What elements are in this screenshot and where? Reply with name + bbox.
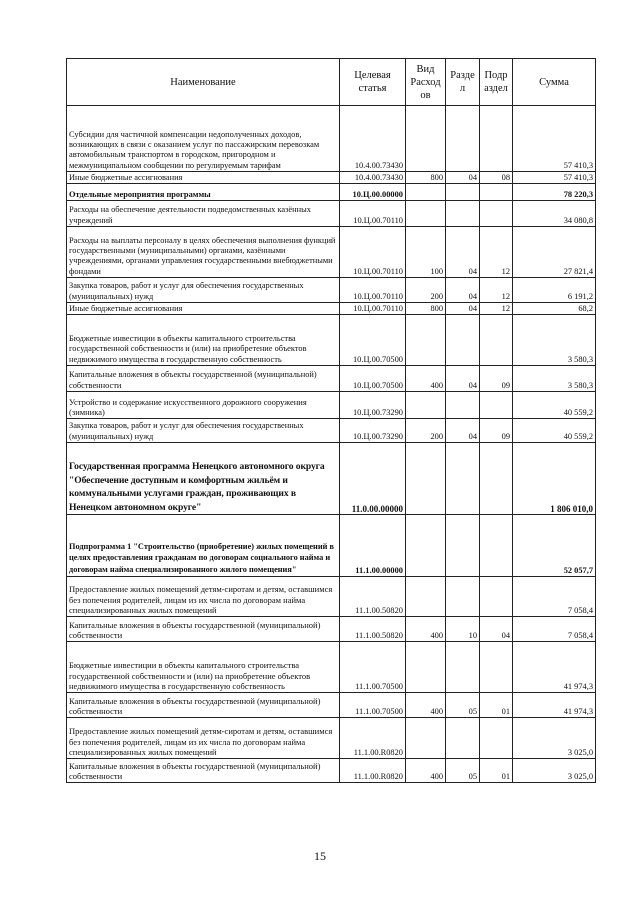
row-sum: 7 058,4 [513,617,596,642]
row-subsection [480,443,513,515]
table-row [67,201,596,227]
row-subsection [480,515,513,577]
row-section: 04 [446,419,480,443]
row-subsection: 01 [480,693,513,718]
row-type: 800 [406,172,446,184]
row-type: 400 [406,617,446,642]
table-row [67,366,596,392]
row-type: 400 [406,366,446,392]
row-target: 10.4.00.73430 [340,106,406,172]
row-target: 10.Ц.00.70110 [340,227,406,278]
row-sum: 1 806 010,0 [513,443,596,515]
row-type: 800 [406,303,446,315]
row-subsection: 08 [480,172,513,184]
row-sum: 3 580,3 [513,315,596,366]
row-subsection [480,184,513,201]
table-row [67,227,596,278]
budget-table [66,58,596,783]
row-target: 10.Ц.00.70110 [340,278,406,303]
row-type: 100 [406,227,446,278]
header-sum: Сумма [513,59,596,106]
table-row [67,443,596,515]
row-section [446,315,480,366]
row-type [406,201,446,227]
row-type [406,315,446,366]
row-subsection [480,642,513,693]
row-sum: 57 410,3 [513,172,596,184]
row-sum: 57 410,3 [513,106,596,172]
row-section [446,106,480,172]
row-section [446,392,480,419]
row-section: 04 [446,278,480,303]
table-row [67,759,596,783]
row-name: Государственная программа Ненецкого автономного округа "Обеспечение доступным и комфортным жильём и коммунальными услугами граждан, проживающих в Ненецком автономном округе" [67,443,340,515]
header-subsection: Подр аздел [480,59,513,106]
header-section: Разде л [446,59,480,106]
table-row [67,642,596,693]
row-section [446,201,480,227]
row-sum: 7 058,4 [513,577,596,617]
table-row [67,693,596,718]
row-section [446,718,480,759]
row-type [406,577,446,617]
row-section: 04 [446,303,480,315]
row-sum: 41 974,3 [513,693,596,718]
table-body [67,106,596,783]
row-section: 04 [446,172,480,184]
table-row [67,419,596,443]
table-row [67,315,596,366]
row-subsection [480,201,513,227]
page-number: 15 [314,849,326,863]
row-subsection [480,106,513,172]
row-subsection: 12 [480,227,513,278]
row-sum: 6 191,2 [513,278,596,303]
row-subsection: 12 [480,303,513,315]
header-type: Вид Расход ов [406,59,446,106]
row-type [406,515,446,577]
table-header-row [67,59,596,106]
row-name: Капитальные вложения в объекты государственной (муниципальной) собственности [67,759,340,783]
row-target: 11.1.00.R0820 [340,759,406,783]
row-section: 04 [446,366,480,392]
row-target: 11.0.00.00000 [340,443,406,515]
row-section: 05 [446,693,480,718]
row-target: 10.Ц.00.70110 [340,303,406,315]
row-sum: 68,2 [513,303,596,315]
row-sum: 41 974,3 [513,642,596,693]
row-target: 10.Ц.00.70500 [340,315,406,366]
row-name: Иные бюджетные ассигнования [67,172,340,184]
row-name: Капитальные вложения в объекты государственной (муниципальной) собственности [67,366,340,392]
row-target: 10.Ц.00.00000 [340,184,406,201]
row-name: Иные бюджетные ассигнования [67,303,340,315]
row-type: 200 [406,419,446,443]
row-type: 200 [406,278,446,303]
row-type: 400 [406,759,446,783]
row-sum: 3 580,3 [513,366,596,392]
row-target: 11.1.00.70500 [340,693,406,718]
row-type [406,718,446,759]
row-target: 11.1.00.70500 [340,642,406,693]
row-section [446,577,480,617]
row-name: Расходы на обеспечение деятельности подведомственных казённых учреждений [67,201,340,227]
row-name: Подпрограмма 1 "Строительство (приобретение) жилых помещений в целях предоставления гражданам по договорам социального найма и договорам найма специализированного жилого помещения" [67,515,340,577]
row-section: 05 [446,759,480,783]
row-section [446,443,480,515]
row-subsection [480,392,513,419]
row-section [446,515,480,577]
row-sum: 3 025,0 [513,718,596,759]
row-name: Отдельные мероприятия программы [67,184,340,201]
row-subsection: 01 [480,759,513,783]
table-row [67,184,596,201]
header-target: Целевая статья [340,59,406,106]
row-sum: 78 220,3 [513,184,596,201]
row-name: Закупка товаров, работ и услуг для обеспечения государственных (муниципальных) нужд [67,419,340,443]
row-subsection: 09 [480,366,513,392]
row-subsection: 09 [480,419,513,443]
row-name: Бюджетные инвестиции в объекты капитального строительства государственной собственности и (или) на приобретение объектов недвижимого имущества в государственную собственность [67,315,340,366]
row-target: 10.Ц.00.70110 [340,201,406,227]
table-row [67,303,596,315]
row-target: 10.Ц.00.73290 [340,419,406,443]
row-target: 10.4.00.73430 [340,172,406,184]
table-row [67,172,596,184]
row-section [446,184,480,201]
row-sum: 34 080,8 [513,201,596,227]
row-name: Капитальные вложения в объекты государственной (муниципальной) собственности [67,617,340,642]
row-target: 10.Ц.00.73290 [340,392,406,419]
row-subsection: 04 [480,617,513,642]
row-target: 10.Ц.00.70500 [340,366,406,392]
row-type [406,392,446,419]
row-section: 10 [446,617,480,642]
row-type [406,184,446,201]
row-name: Предоставление жилых помещений детям-сиротам и детям, оставшимся без попечения родителей, лицам из их числа по договорам найма специализированных жилых помещений [67,577,340,617]
row-target: 11.1.00.50820 [340,577,406,617]
table-row [67,718,596,759]
row-subsection [480,718,513,759]
table-row [67,617,596,642]
row-name: Устройство и содержание искусственного дорожного сооружения (зимника) [67,392,340,419]
table-row [67,106,596,172]
row-type [406,443,446,515]
table-row [67,515,596,577]
row-name: Субсидии для частичной компенсации недополученных доходов, возникающих в связи с оказанием услуг по пассажирским перевозкам автомобильным транспортом в городском, пригородном и межмуниципальном сообщении по регулируемым тарифам [67,106,340,172]
row-type [406,642,446,693]
row-name: Предоставление жилых помещений детям-сиротам и детям, оставшимся без попечения родителей, лицам из их числа по договорам найма специализированных жилых помещений [67,718,340,759]
row-subsection [480,315,513,366]
row-section: 04 [446,227,480,278]
row-sum: 27 821,4 [513,227,596,278]
row-sum: 3 025,0 [513,759,596,783]
table-row [67,392,596,419]
row-target: 11.1.00.00000 [340,515,406,577]
row-sum: 40 559,2 [513,392,596,419]
row-target: 11.1.00.50820 [340,617,406,642]
row-target: 11.1.00.R0820 [340,718,406,759]
row-sum: 40 559,2 [513,419,596,443]
table-row [67,278,596,303]
header-name: Наименование [67,59,340,106]
row-name: Расходы на выплаты персоналу в целях обеспечения выполнения функций государственными (муниципальными) органами, казёнными учреждениями, органами управления государственными внебюджетными фондами [67,227,340,278]
row-sum: 52 057,7 [513,515,596,577]
row-type: 400 [406,693,446,718]
row-name: Закупка товаров, работ и услуг для обеспечения государственных (муниципальных) нужд [67,278,340,303]
row-name: Капитальные вложения в объекты государственной (муниципальной) собственности [67,693,340,718]
row-type [406,106,446,172]
row-name: Бюджетные инвестиции в объекты капитального строительства государственной собственности и (или) на приобретение объектов недвижимого имущества в государственную собственность [67,642,340,693]
table-row [67,577,596,617]
row-subsection: 12 [480,278,513,303]
row-section [446,642,480,693]
row-subsection [480,577,513,617]
